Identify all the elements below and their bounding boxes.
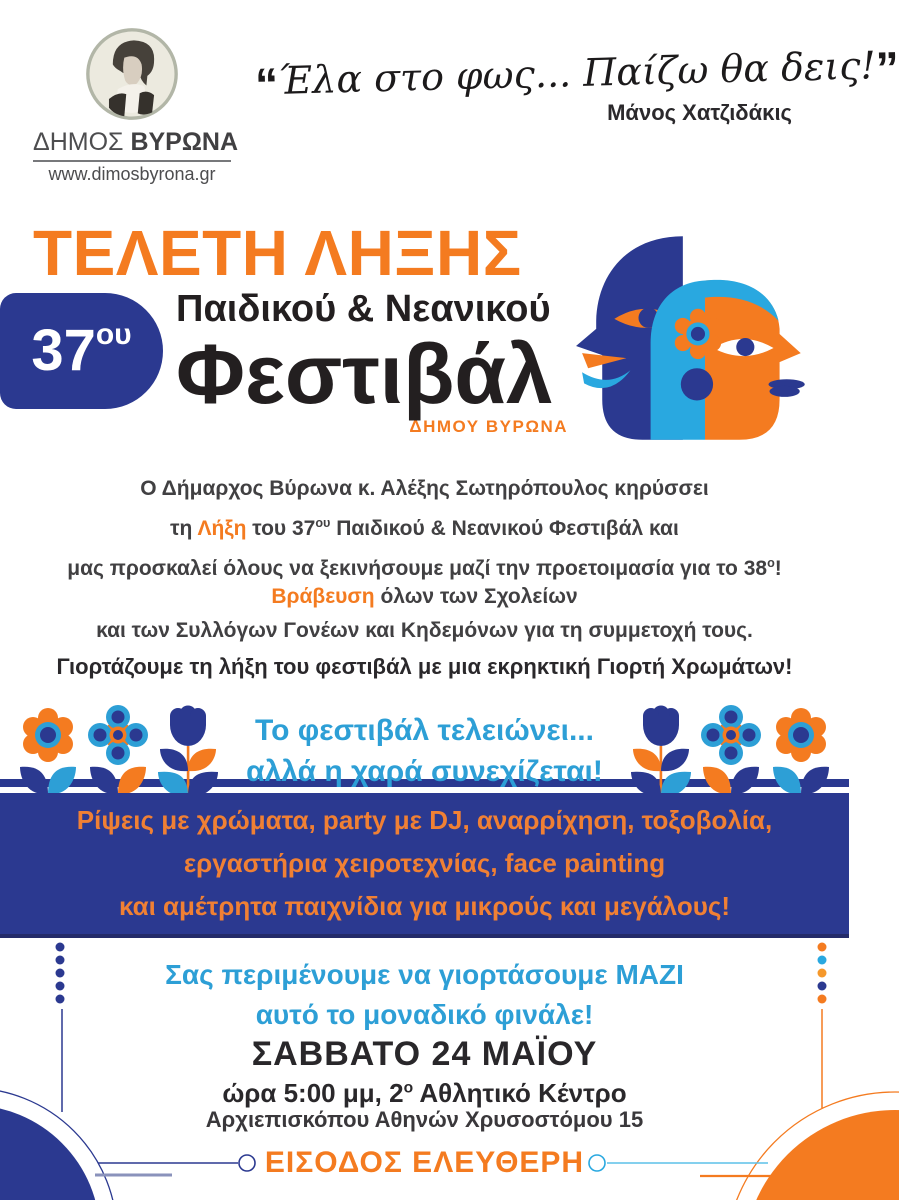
festival-title: Φεστιβάλ <box>176 326 553 421</box>
celebration-line: Γιορτάζουμε τη λήξη του φεστιβάλ με μια εκρηκτική Γιορτή Χρωμάτων! <box>56 654 793 679</box>
municipality-name-bold: ΒΥΡΩΝΑ <box>130 128 238 156</box>
intro-line2-pre: τη <box>170 517 198 540</box>
activities-line-3: και αμέτρητα παιχνίδια για μικρούς και μεγάλους! <box>118 891 731 921</box>
event-time-pre: ώρα 5:00 μμ, 2 <box>222 1078 404 1108</box>
municipality-website: www.dimosbyrona.gr <box>48 164 216 184</box>
municipality-name <box>33 128 238 162</box>
festival-subtitle: Παιδικού & Νεανικού <box>176 288 551 330</box>
event-time-sup: ο <box>403 1079 414 1097</box>
invitation-message <box>0 955 849 1035</box>
quote-text <box>254 41 899 111</box>
festival-title-block <box>176 288 568 437</box>
festival-municipality: ΔΗΜΟΥ ΒΥΡΩΝΑ <box>409 417 568 437</box>
edition-badge <box>0 293 163 409</box>
municipality-name-regular: ΔΗΜΟΣ <box>33 128 124 156</box>
intro-line2-post: Παιδικού & Νεανικού Φεστιβάλ και <box>330 517 679 540</box>
intro-line2-sup: ου <box>315 516 331 530</box>
open-quote-mark: “ <box>254 57 279 111</box>
invitation-line-1: Σας περιμένουμε να γιορτάσουμε ΜΑΖΙ <box>165 959 684 990</box>
event-address: Αρχιεπισκόπου Αθηνών Χρυσοστόμου 15 <box>205 1107 644 1132</box>
awards-line-1 <box>0 580 849 614</box>
ceremony-title: ΤΕΛΕΤΗ ΛΗΞΗΣ <box>33 217 522 289</box>
two-faces-illustration <box>572 228 834 456</box>
intro-line-2 <box>0 506 849 546</box>
intro-line2-mid: του 37 <box>246 517 316 540</box>
intro-paragraph <box>0 472 849 586</box>
activities-banner <box>0 793 849 938</box>
event-time-post: Αθλητικό Κέντρο <box>413 1078 627 1108</box>
quote-block <box>254 41 899 126</box>
awards-line-2: και των Συλλόγων Γονέων και Κηδεμόνων για τη συμμετοχή τους. <box>96 619 753 642</box>
quote-author: Μάνος Χατζιδάκις <box>607 100 792 125</box>
close-quote-mark: ” <box>875 41 899 95</box>
awards-highlight: Βράβευση <box>271 585 375 608</box>
edition-number: 37 <box>31 318 96 383</box>
invitation-line-2: αυτό το μοναδικό φινάλε! <box>255 999 594 1030</box>
byron-portrait-icon <box>84 26 180 122</box>
event-time <box>0 1078 849 1109</box>
awards-paragraph <box>0 580 849 648</box>
intro-line3-post: ! <box>774 557 782 580</box>
admission-notice: ΕΙΣΟΔΟΣ ΕΛΕΥΘΕΡΗ <box>264 1146 585 1179</box>
continuation-message <box>0 710 849 792</box>
municipality-logo <box>33 26 238 185</box>
quote-body: Έλα στο φως... Παίζω θα δεις! <box>277 43 877 103</box>
continuation-line-1: Το φεστιβάλ τελειώνει... <box>255 714 594 747</box>
intro-line-1: Ο Δήμαρχος Βύρωνα κ. Αλέξης Σωτηρόπουλος κηρύσσει <box>140 477 709 500</box>
activities-line-2: εργαστήρια χειροτεχνίας, face painting <box>183 848 666 878</box>
intro-line3-sup: ο <box>767 556 775 570</box>
continuation-line-2: αλλά η χαρά συνεχίζεται! <box>246 755 603 788</box>
awards-line1-rest: όλων των Σχολείων <box>374 585 578 608</box>
event-date: ΣΑΒΒΑΤΟ 24 ΜΑΪΟΥ <box>251 1035 598 1073</box>
edition-ordinal: ου <box>95 318 132 351</box>
activities-line-1: Ρίψεις με χρώματα, party με DJ, αναρρίχηση, τοξοβολία, <box>76 805 773 835</box>
intro-line3-pre: μας προσκαλεί όλους να ξεκινήσουμε μαζί την προετοιμασία για το 38 <box>67 557 768 580</box>
intro-line2-highlight: Λήξη <box>197 517 247 540</box>
